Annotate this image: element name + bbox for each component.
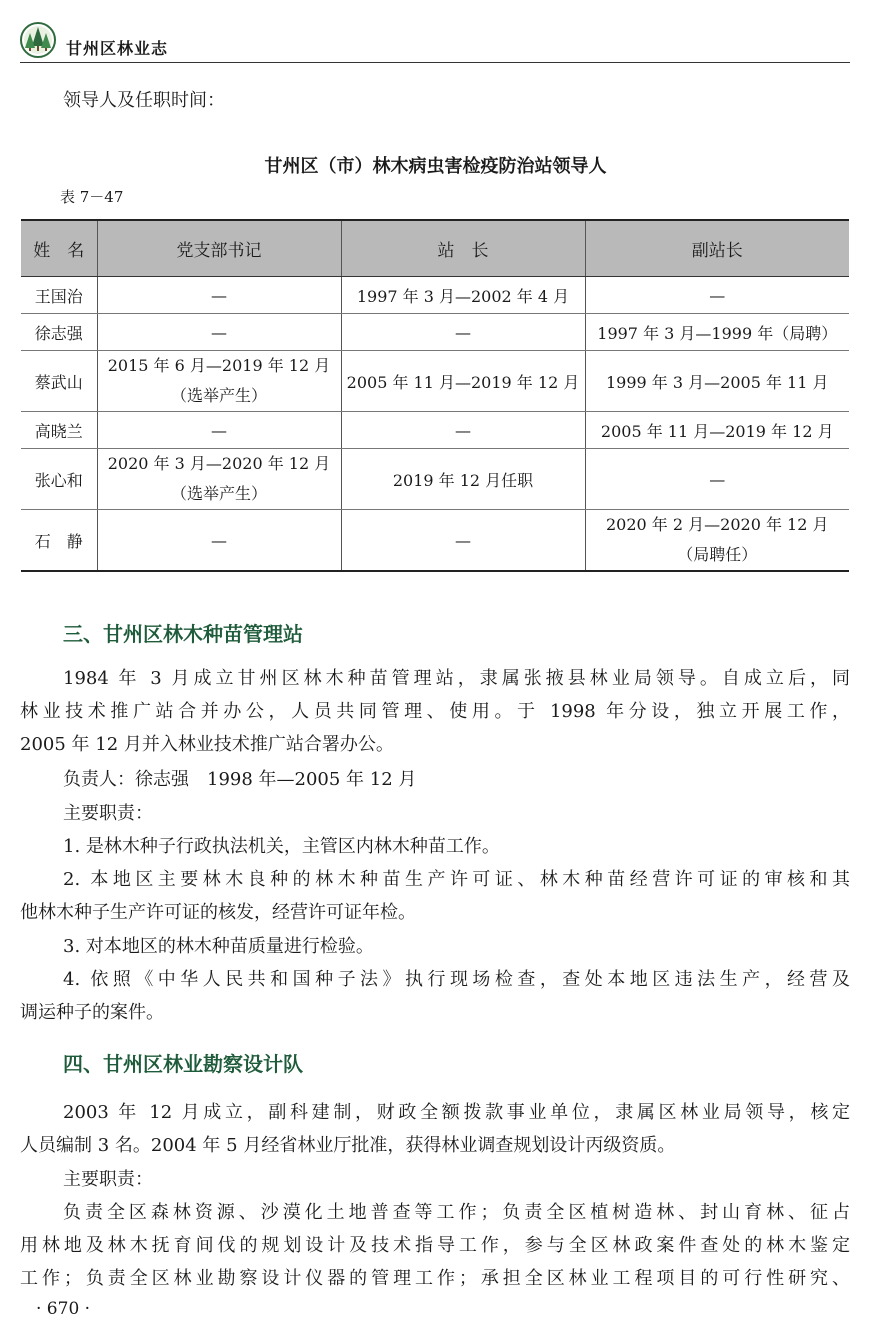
name-cell: 石 静 — [21, 510, 97, 572]
director-cell: 2019 年 12 月任职 — [341, 449, 585, 510]
table-header-row — [21, 220, 849, 277]
deputy-cell: 2005 年 11 月—2019 年 12 月 — [585, 412, 849, 449]
text-line: 2. 本地区主要林木良种的林木种苗生产许可证、林木种苗经营许可证的审核和其 — [63, 869, 850, 890]
name-cell: 王国治 — [21, 277, 97, 314]
section-heading: 四、甘州区林业勘察设计队 — [63, 1052, 303, 1076]
section4-paragraph — [20, 1096, 850, 1162]
section-heading: 三、甘州区林木种苗管理站 — [63, 622, 303, 646]
director-cell: — — [341, 412, 585, 449]
deputy-cell: — — [585, 277, 849, 314]
secretary-cell — [97, 449, 341, 510]
intro-line: 领导人及任职时间： — [63, 90, 225, 111]
column-header: 党支部书记 — [97, 220, 341, 277]
duty-item: 3. 对本地区的林木种苗质量进行检验。 — [63, 936, 374, 957]
director-cell: — — [341, 314, 585, 351]
forest-logo-icon — [20, 22, 56, 58]
cell-line: 2020 年 3 月—2020 年 12 月 — [107, 454, 331, 473]
text-line: 1984 年 3 月成立甘州区林木种苗管理站，隶属张掖县林业局领导。自成立后，同 — [63, 668, 850, 689]
secretary-cell: — — [97, 510, 341, 572]
page-number: · 670 · — [36, 1299, 91, 1319]
deputy-cell: 1997 年 3 月—1999 年（局聘） — [585, 314, 849, 351]
header-divider — [20, 62, 850, 63]
column-header: 副站长 — [585, 220, 849, 277]
text-line: 工作；负责全区林业勘察设计仪器的管理工作；承担全区林业工程项目的可行性研究、 — [20, 1268, 850, 1289]
table-row — [21, 277, 849, 314]
text-line: 2005 年 12 月并入林业技术推广站合署办公。 — [20, 734, 394, 755]
text-line: 用林地及林木抚育间伐的规划设计及技术指导工作，参与全区林政案件查处的林木鉴定 — [20, 1235, 850, 1256]
deputy-cell: — — [585, 449, 849, 510]
name-cell: 高晓兰 — [21, 412, 97, 449]
leaders-table — [21, 219, 849, 572]
table-row — [21, 314, 849, 351]
secretary-cell: — — [97, 277, 341, 314]
table-row — [21, 351, 849, 412]
text-line: 2003 年 12 月成立，副科建制，财政全额拨款事业单位，隶属区林业局领导，核定 — [63, 1102, 850, 1123]
name-cell: 蔡武山 — [21, 351, 97, 412]
text-line: 调运种子的案件。 — [20, 1002, 164, 1023]
cell-line: 2015 年 6 月—2019 年 12 月 — [107, 356, 331, 375]
section3-leader: 负责人：徐志强 1998 年—2005 年 12 月 — [63, 769, 417, 790]
cell-line: （选举产生） — [170, 484, 267, 503]
table-row — [21, 449, 849, 510]
cell-line: （局聘任） — [677, 545, 758, 564]
director-cell: — — [341, 510, 585, 572]
cell-line: 2020 年 2 月—2020 年 12 月 — [606, 515, 829, 534]
column-header: 姓 名 — [21, 220, 97, 277]
text-line: 人员编制 3 名。2004 年 5 月经省林业厅批准，获得林业调查规划设计丙级资质。 — [20, 1135, 676, 1156]
page-header — [20, 22, 850, 64]
name-cell: 徐志强 — [21, 314, 97, 351]
text-line: 他林木种子生产许可证的核发，经营许可证年检。 — [20, 902, 416, 923]
duty-item — [20, 863, 850, 929]
text-line: 4. 依照《中华人民共和国种子法》执行现场检查，查处本地区违法生产，经营及 — [63, 969, 850, 990]
table-number: 表 7－47 — [60, 188, 124, 206]
name-cell: 张心和 — [21, 449, 97, 510]
duty-item — [20, 963, 850, 1029]
section3-paragraph — [20, 662, 850, 761]
duties-label: 主要职责： — [63, 803, 153, 824]
secretary-cell — [97, 351, 341, 412]
table-row — [21, 510, 849, 572]
duties-label: 主要职责： — [63, 1169, 153, 1190]
deputy-cell: 1999 年 3 月—2005 年 11 月 — [585, 351, 849, 412]
book-title: 甘州区林业志 — [66, 39, 169, 58]
director-cell: 2005 年 11 月—2019 年 12 月 — [341, 351, 585, 412]
secretary-cell: — — [97, 412, 341, 449]
director-cell: 1997 年 3 月—2002 年 4 月 — [341, 277, 585, 314]
section4-duties-paragraph — [20, 1196, 850, 1295]
secretary-cell: — — [97, 314, 341, 351]
deputy-cell — [585, 510, 849, 572]
table-row — [21, 412, 849, 449]
column-header: 站 长 — [341, 220, 585, 277]
cell-line: （选举产生） — [170, 386, 267, 405]
table-title: 甘州区（市）林木病虫害检疫防治站领导人 — [264, 156, 607, 177]
text-line: 负责全区森林资源、沙漠化土地普查等工作；负责全区植树造林、封山育林、征占 — [63, 1202, 850, 1223]
duty-item: 1. 是林木种子行政执法机关，主管区内林木种苗工作。 — [63, 836, 500, 857]
text-line: 林业技术推广站合并办公，人员共同管理、使用。于 1998 年分设，独立开展工作， — [20, 701, 850, 722]
